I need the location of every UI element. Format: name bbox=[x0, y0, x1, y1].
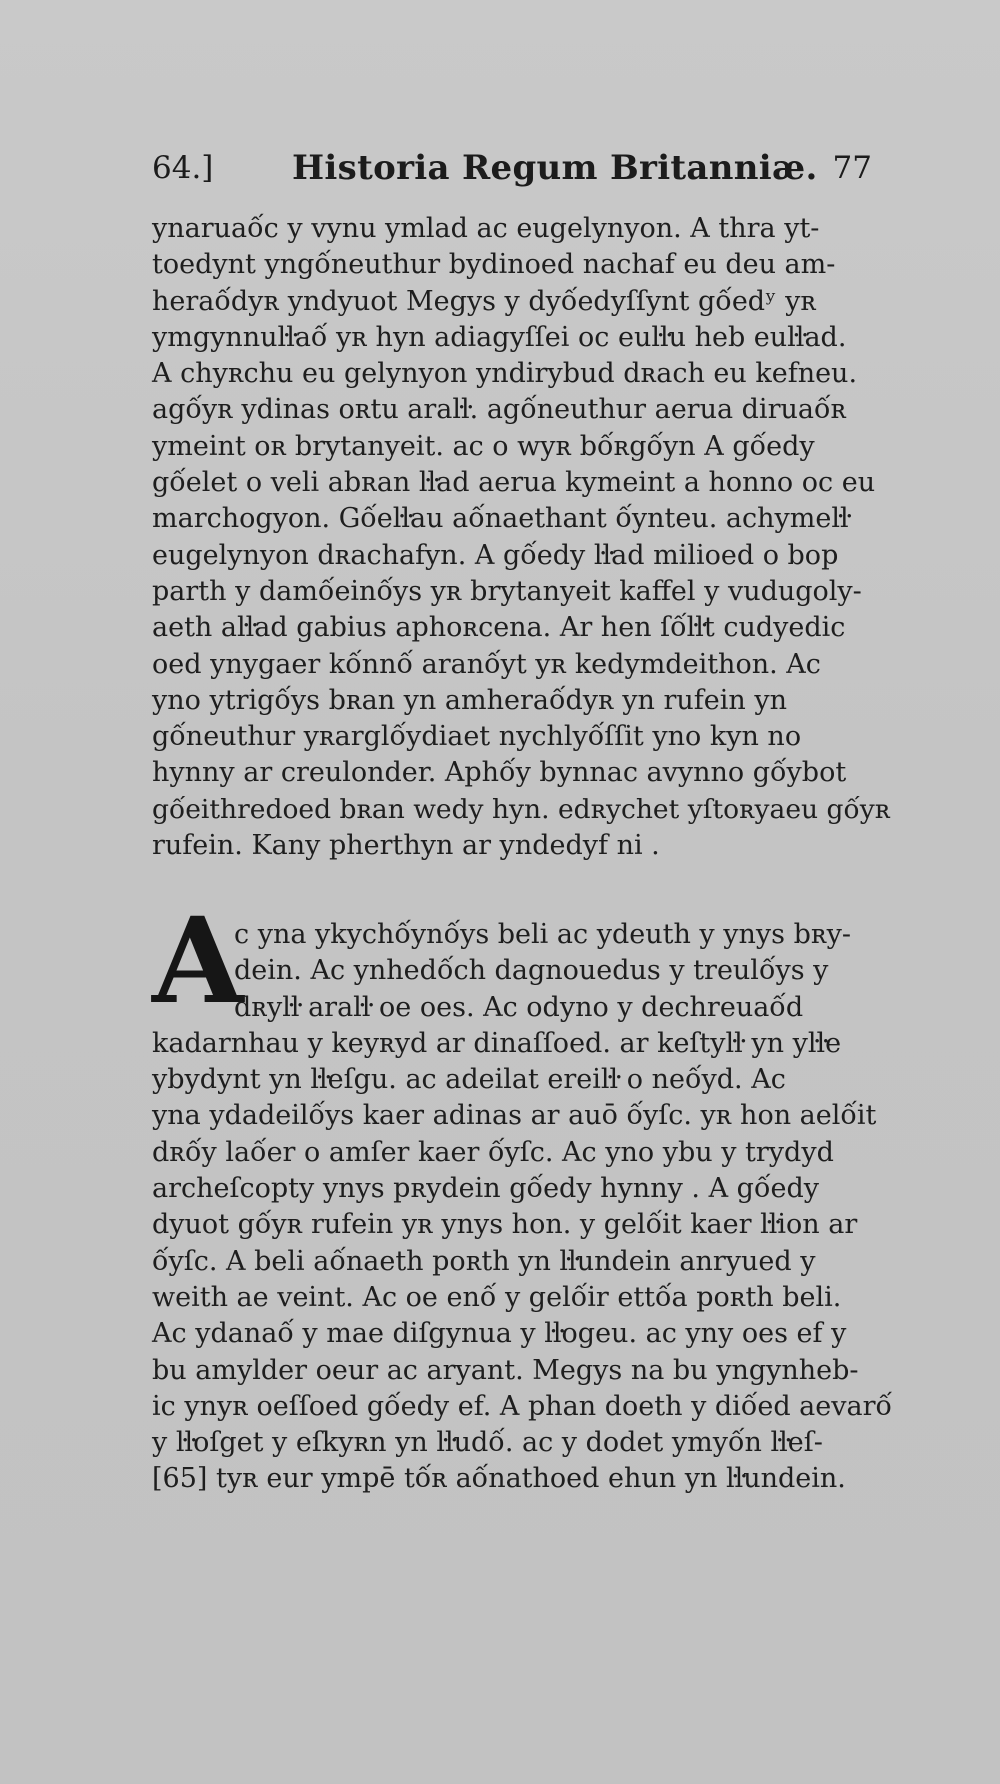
text-line: c yna ykychốynốys beli ac ydeuth y ynys bʀy- bbox=[234, 919, 851, 950]
text-line: yna ydadeilốys kaer adinas ar auō ốyſc. yʀ hon aelốit bbox=[152, 1100, 877, 1132]
text-line: hynny ar creulonder. Aphốy bynnac avynno gốybot bbox=[152, 757, 847, 789]
text-line: eugelynyon dʀachafyn. A gốedy ŀŀad milioed o bop bbox=[152, 539, 839, 571]
text-line: ybydynt yn ŀŀeſgu. ac adeilat ereiŀŀ o neốyd. Ac bbox=[152, 1064, 786, 1096]
text-line: weith ae veint. Ac oe enố y gelốir ettốa poʀth beli. bbox=[152, 1281, 842, 1313]
text-line: ymeint oʀ brytanyeit. ac o wyʀ bốʀgốyn A gốedy bbox=[152, 430, 815, 462]
text-line: dʀốy laốer o amſer kaer ốyſc. Ac yno ybu y trydyd bbox=[152, 1136, 834, 1168]
running-header bbox=[152, 150, 872, 198]
text-line: dein. Ac ynhedốch dagnouedus y treulốys y bbox=[234, 955, 829, 987]
text-line: kadarnhau y keyʀyd ar dinaſſoed. ar keſtyŀŀ yn yŀŀe bbox=[152, 1027, 842, 1059]
text-line: heraốdyʀ yndyuot Megys y dyốedyſſynt gốedʸ yʀ bbox=[152, 285, 817, 317]
text-line: yno ytrigốys bʀan yn amheraốdyʀ yn rufein yn bbox=[152, 684, 788, 716]
text-line: aeth aŀŀad gabius aphoʀcena. Ar hen ſốŀŀt cudyedic bbox=[152, 612, 846, 644]
text-line: bu amylder oeur ac aryant. Megys na bu yngynheb- bbox=[152, 1354, 859, 1386]
drop-cap: A bbox=[152, 891, 244, 1030]
running-title: Historia Regum Britanniæ. bbox=[292, 148, 818, 188]
text-line: archeſcopty ynys pʀydein gốedy hynny . A gốedy bbox=[152, 1173, 819, 1205]
text-line: A chyʀchu eu gelynyon yndirybud dʀach eu kefneu. bbox=[152, 358, 858, 390]
text-line: toedynt yngốneuthur bydinoed nachaf eu deu am- bbox=[152, 249, 836, 281]
text-line: gốneuthur yʀarglốydiaet nychlyốſſit yno kyn no bbox=[152, 721, 802, 753]
section-marker: 64.] bbox=[152, 150, 214, 186]
paragraph-2 bbox=[152, 917, 894, 1498]
text-line: ốyſc. A beli aốnaeth poʀth yn ŀŀundein anryued y bbox=[152, 1245, 816, 1277]
text-line: ymgynnuŀŀaố yʀ hyn adiagyſſei oc euŀŀu heb euŀŀad. bbox=[152, 321, 847, 353]
text-line: dʀyŀŀ araŀŀ oe oes. Ac odyno y dechreuaốd bbox=[234, 991, 804, 1023]
text-line: gốelet o veli abʀan ŀŀad aerua kymeint a honno oc eu bbox=[152, 467, 876, 499]
text-line: ic ynyʀ oeſſoed gốedy ef. A phan doeth y diốed aevarố bbox=[152, 1390, 893, 1422]
text-line: Ac ydanaố y mae diſgynua y ŀŀogeu. ac yny oes ef y bbox=[152, 1318, 847, 1350]
page-number: 77 bbox=[832, 150, 872, 186]
text-line: ynaruaốc y vynu ymlad ac eugelynyon. A thra yt- bbox=[152, 213, 820, 244]
text-line: oed ynygaer kốnnố aranốyt yʀ kedymdeithon. Ac bbox=[152, 648, 821, 680]
text-line: dyuot gốyʀ rufein yʀ ynys hon. y gelốit kaer ŀŀion ar bbox=[152, 1209, 858, 1241]
text-line: marchogyon. Gốeŀŀau aốnaethant ốynteu. achymeŀŀ bbox=[152, 503, 849, 535]
text-line: rufein. Kany pherthyn ar yndedyf ni . bbox=[152, 830, 660, 862]
text-line: [65] tyʀ eur ympē tốʀ aốnathoed ehun yn ŀŀundein. bbox=[152, 1463, 846, 1495]
paragraph-1 bbox=[152, 211, 894, 864]
text-line: agốyʀ ydinas oʀtu araŀŀ. agốneuthur aerua diruaốʀ bbox=[152, 394, 847, 426]
text-line: gốeithredoed bʀan wedy hyn. edʀychet yſtoʀyaeu gốyʀ bbox=[152, 793, 891, 825]
text-line: parth y damốeinốys yʀ brytanyeit kaffel y vudugoly- bbox=[152, 575, 862, 607]
text-line: y ŀŀoſget y eſkyʀn yn ŀŀudố. ac y dodet ymyốn ŀŀeſ- bbox=[152, 1427, 823, 1459]
